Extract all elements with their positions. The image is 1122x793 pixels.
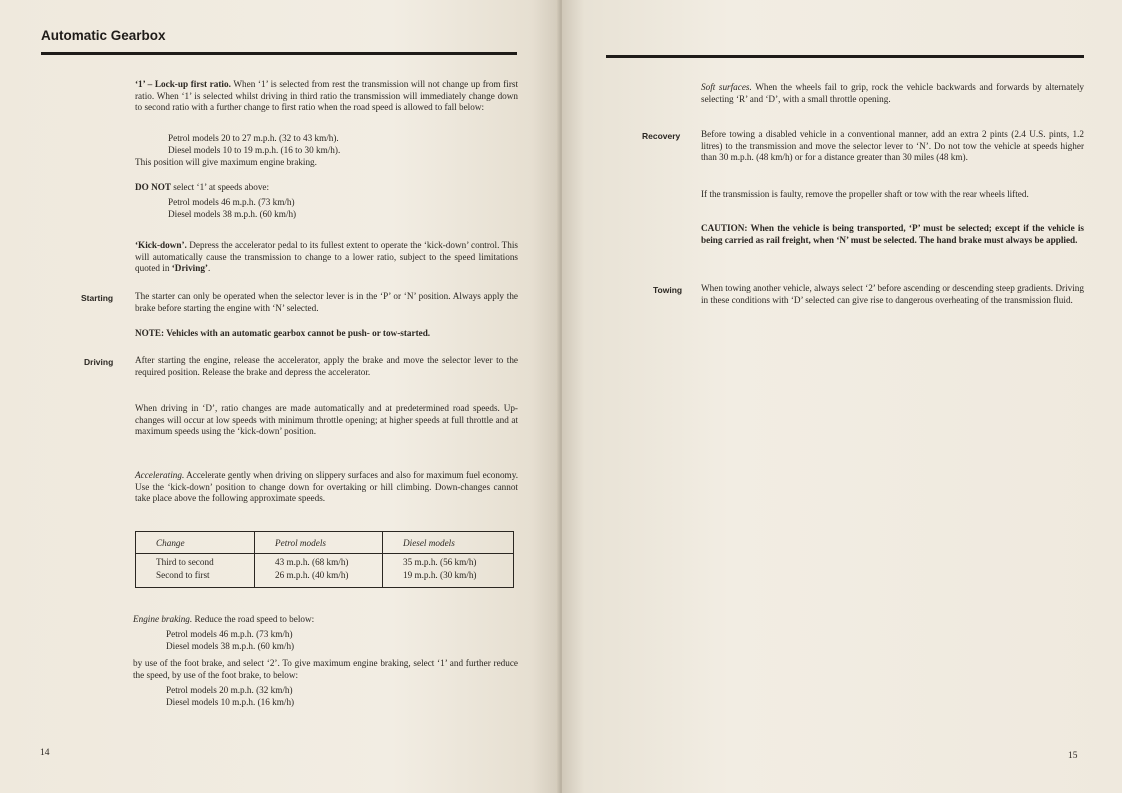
engine-braking-diesel-2: Diesel models 10 m.p.h. (16 km/h): [166, 697, 295, 707]
kickdown-end: .: [207, 263, 211, 274]
donot-petrol: Petrol models 46 m.p.h. (73 km/h): [168, 197, 295, 207]
table-cell: 26 m.p.h. (40 km/h): [255, 570, 383, 588]
engine-braking-mid: by use of the foot brake, and select ‘2’. To give maximum engine braking, select ‘1’ and further reduce the speed, by use of the foot brake, to below:: [133, 658, 518, 680]
kickdown-paragraph: [135, 240, 518, 275]
lockup-lead: ‘1’ – Lock-up first ratio.: [135, 79, 231, 89]
towing-label: Towing: [653, 285, 683, 295]
lockup-diesel: Diesel models 10 to 19 m.p.h. (16 to 30 km/h).: [168, 145, 341, 155]
header-rule: [41, 52, 517, 55]
starting-body: The starter can only be operated when the selector lever is in the ‘P’ or ‘N’ position. Always apply the brake before starting the engine with ‘N’ selected.: [135, 291, 518, 313]
accelerating-paragraph: [135, 470, 518, 505]
kickdown-lead: ‘Kick-down’.: [135, 240, 187, 250]
table-header: Petrol models: [255, 532, 383, 554]
donot-body: select ‘1’ at speeds above:: [171, 182, 270, 192]
table-row: [136, 570, 514, 588]
recovery-caution: CAUTION: When the vehicle is being transported, ‘P’ must be selected; except if the vehicle is being carried as rail freight, when ‘N’ must be selected. The hand brake must always be applied.: [701, 223, 1084, 245]
accelerating-body: Accelerate gently when driving on slippery surfaces and also for maximum fuel economy. Use the ‘kick-down’ position to change down for overtaking or hill climbing. Down-changes cannot take place above the following approximate speeds.: [135, 470, 518, 504]
table-cell: 43 m.p.h. (68 km/h): [255, 554, 383, 571]
page-title: Automatic Gearbox: [41, 28, 166, 43]
engine-braking-petrol-2: Petrol models 20 m.p.h. (32 km/h): [166, 685, 293, 695]
engine-braking-paragraph: [133, 614, 518, 626]
lockup-paragraph: [135, 79, 518, 114]
driving-p2: When driving in ‘D’, ratio changes are made automatically and at predetermined road speeds. Up-changes will occur at low speeds with minimum throttle opening; at higher speeds at full throttle and at maximum speeds using the ‘kick-down’ position.: [135, 403, 518, 437]
towing-body: When towing another vehicle, always select ‘2’ before ascending or descending steep gradients. Driving in these conditions with ‘D’ selected can give rise to dangerous overheating of the transmission fluid.: [701, 283, 1084, 305]
table-cell: Third to second: [136, 554, 255, 571]
donot-diesel: Diesel models 38 m.p.h. (60 km/h): [168, 209, 297, 219]
speed-table: [135, 531, 514, 588]
driving-label: Driving: [84, 357, 114, 367]
engine-braking-petrol-1: Petrol models 46 m.p.h. (73 km/h): [166, 629, 293, 639]
kickdown-body: Depress the accelerator pedal to its fullest extent to operate the ‘kick-down’ control. This will automatically cause the transmission to change to a lower ratio, subject to the speed limitations quoted in: [135, 240, 518, 274]
engine-braking-diesel-1: Diesel models 38 m.p.h. (60 km/h): [166, 641, 295, 651]
soft-surfaces-paragraph: [701, 82, 1084, 105]
header-rule: [606, 55, 1084, 58]
table-cell: Second to first: [136, 570, 255, 588]
donot-lead: DO NOT: [135, 182, 171, 192]
driving-p1: After starting the engine, release the accelerator, apply the brake and move the selector lever to the required position. Release the brake and depress the accelerator.: [135, 355, 518, 377]
right-page: [562, 0, 1122, 793]
table-row: [136, 554, 514, 571]
table-header-row: [136, 532, 514, 554]
accelerating-lead: Accelerating.: [135, 470, 185, 480]
starting-label: Starting: [81, 293, 114, 303]
left-page: [0, 0, 560, 793]
table-header: Diesel models: [383, 532, 514, 554]
soft-surfaces-lead: Soft surfaces.: [701, 82, 752, 92]
engine-braking-lead: Engine braking.: [133, 614, 193, 624]
soft-surfaces-body: When the wheels fail to grip, rock the vehicle backwards and forwards by alternately selecting ‘R’ and ‘D’, with a small throttle opening.: [701, 82, 1085, 104]
recovery-p1: Before towing a disabled vehicle in a conventional manner, add an extra 2 pints (2.4 U.S. pints, 1.2 litres) to the transmission and move the selector lever to ‘N’. Do not tow the vehicle at speeds higher than 30 m.p.h. (48 km/h) or for a distance greater than 30 miles (48 km).: [701, 129, 1084, 163]
table-cell: 19 m.p.h. (30 km/h): [383, 570, 514, 588]
recovery-label: Recovery: [642, 131, 681, 141]
table-cell: 35 m.p.h. (56 km/h): [383, 554, 514, 571]
table-header: Change: [136, 532, 255, 554]
lockup-note: This position will give maximum engine braking.: [135, 157, 317, 167]
lockup-petrol: Petrol models 20 to 27 m.p.h. (32 to 43 km/h).: [168, 133, 339, 143]
recovery-p2: If the transmission is faulty, remove the propeller shaft or tow with the rear wheels lifted.: [701, 189, 1029, 199]
page-number-right: 15: [1068, 751, 1078, 761]
lockup-body: When ‘1’ is selected from rest the transmission will not change up from first ratio. When ‘1’ is selected whilst driving in third ratio the transmission will immediately change down to second ratio with a further change to first ratio when the road speed is allowed to fall below:: [135, 79, 519, 113]
engine-braking-body: Reduce the road speed to below:: [192, 614, 315, 624]
starting-note: NOTE: Vehicles with an automatic gearbox cannot be push- or tow-started.: [135, 328, 431, 338]
kickdown-ref: ‘Driving’: [171, 263, 208, 274]
donot-paragraph: [135, 182, 518, 194]
page-number-left: 14: [40, 748, 50, 758]
